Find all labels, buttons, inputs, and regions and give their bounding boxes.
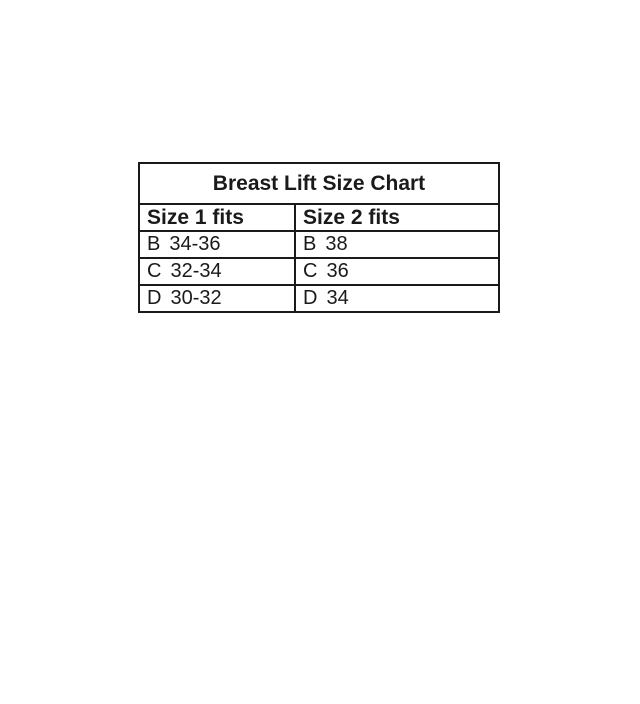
table-title-row — [139, 163, 499, 204]
cup-letter: D — [147, 287, 162, 309]
band-range: 36 — [326, 260, 349, 282]
column-header-size-2: Size 2 fits — [295, 204, 499, 231]
cup-letter: B — [303, 233, 317, 255]
table-cell — [295, 285, 499, 312]
table-row — [139, 285, 499, 312]
cup-letter: C — [303, 260, 318, 282]
table-cell — [295, 231, 499, 258]
band-range: 38 — [325, 233, 348, 255]
band-range: 32-34 — [170, 260, 222, 282]
band-range: 34 — [326, 287, 349, 309]
table-cell — [295, 258, 499, 285]
cup-letter: D — [303, 287, 318, 309]
band-range: 34-36 — [169, 233, 221, 255]
size-chart-table — [138, 162, 500, 313]
table-row — [139, 258, 499, 285]
band-range: 30-32 — [170, 287, 222, 309]
table-title: Breast Lift Size Chart — [139, 163, 499, 204]
table-header-row — [139, 204, 499, 231]
cup-letter: B — [147, 233, 161, 255]
column-header-size-1: Size 1 fits — [139, 204, 295, 231]
table-cell — [139, 258, 295, 285]
table-cell — [139, 231, 295, 258]
table-cell — [139, 285, 295, 312]
cup-letter: C — [147, 260, 162, 282]
table-row — [139, 231, 499, 258]
